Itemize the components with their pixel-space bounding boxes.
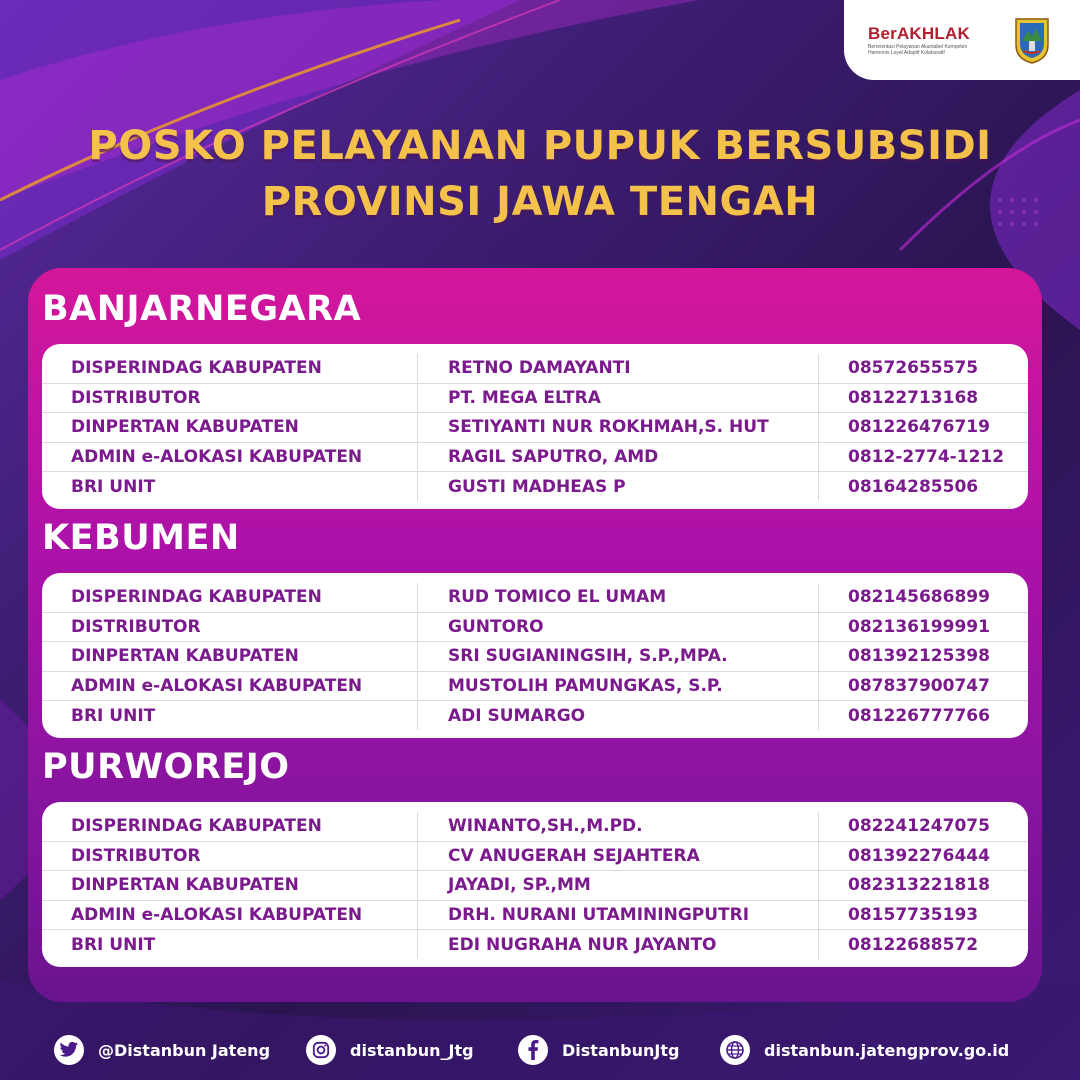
name-cell: SRI SUGIANINGSIH, S.P.,MPA. (418, 642, 819, 671)
website-url: distanbun.jatengprov.go.id (764, 1040, 1010, 1060)
phone-cell: 081226476719 (848, 417, 990, 438)
footer-facebook[interactable] (518, 1032, 679, 1068)
section-kebumen (42, 515, 1028, 738)
role-cell: DISTRIBUTOR (42, 384, 418, 413)
page-title (0, 118, 1080, 230)
berakhlak-logo-text: BerAKHLAK (868, 24, 970, 43)
table-row (42, 472, 1028, 501)
name-cell: SETIYANTI NUR ROKHMAH,S. HUT (418, 413, 819, 442)
name-cell: MUSTOLIH PAMUNGKAS, S.P. (418, 672, 819, 701)
name-cell: RUD TOMICO EL UMAM (418, 583, 819, 612)
table-row (42, 413, 1028, 443)
contact-table (42, 802, 1028, 967)
social-footer (0, 1032, 1080, 1068)
name-cell: PT. MEGA ELTRA (418, 384, 819, 413)
role-cell: ADMIN e-ALOKASI KABUPATEN (42, 901, 418, 930)
name-cell: ADI SUMARGO (418, 701, 819, 730)
role-cell: BRI UNIT (42, 701, 418, 730)
section-purworejo (42, 744, 1028, 967)
title-line-1: POSKO PELAYANAN PUPUK BERSUBSIDI (88, 123, 992, 169)
region-title: BANJARNEGARA (42, 289, 362, 329)
province-crest-icon (1012, 15, 1052, 65)
table-row (42, 672, 1028, 702)
role-cell: ADMIN e-ALOKASI KABUPATEN (42, 672, 418, 701)
table-row (42, 871, 1028, 901)
phone-cell: 08157735193 (848, 905, 979, 926)
name-cell: CV ANUGERAH SEJAHTERA (418, 842, 819, 871)
name-cell: RAGIL SAPUTRO, AMD (418, 443, 819, 472)
role-cell: ADMIN e-ALOKASI KABUPATEN (42, 443, 418, 472)
name-cell: EDI NUGRAHA NUR JAYANTO (418, 930, 819, 959)
title-line-2: PROVINSI JAWA TENGAH (261, 179, 819, 225)
role-cell: DINPERTAN KABUPATEN (42, 413, 418, 442)
facebook-handle: DistanbunJtg (562, 1040, 680, 1060)
table-row (42, 901, 1028, 931)
table-row (42, 701, 1028, 730)
twitter-handle: @Distanbun Jateng (98, 1040, 271, 1060)
role-cell: DISPERINDAG KABUPATEN (42, 583, 418, 612)
table-row (42, 642, 1028, 672)
role-cell: DINPERTAN KABUPATEN (42, 642, 418, 671)
phone-cell: 08164285506 (848, 476, 979, 497)
role-cell: DISPERINDAG KABUPATEN (42, 354, 418, 383)
role-cell: DISPERINDAG KABUPATEN (42, 812, 418, 841)
table-row (42, 354, 1028, 384)
section-banjarnegara (42, 286, 1028, 509)
twitter-icon (54, 1035, 84, 1065)
role-cell: BRI UNIT (42, 930, 418, 959)
table-row (42, 583, 1028, 613)
name-cell: JAYADI, SP.,MM (418, 871, 819, 900)
region-title: KEBUMEN (42, 518, 240, 558)
instagram-handle: distanbun_Jtg (350, 1040, 474, 1060)
footer-twitter[interactable] (54, 1032, 270, 1068)
role-cell: BRI UNIT (42, 472, 418, 501)
phone-cell: 087837900747 (848, 676, 990, 697)
name-cell: DRH. NURANI UTAMININGPUTRI (418, 901, 819, 930)
phone-cell: 0812-2774-1212 (848, 447, 1005, 468)
name-cell: GUSTI MADHEAS P (418, 472, 819, 501)
instagram-icon (306, 1035, 336, 1065)
top-badge (844, 0, 1080, 80)
phone-cell: 082241247075 (848, 816, 990, 837)
facebook-icon (518, 1035, 548, 1065)
role-cell: DINPERTAN KABUPATEN (42, 871, 418, 900)
phone-cell: 082136199991 (848, 616, 990, 637)
contact-table (42, 573, 1028, 738)
footer-instagram[interactable] (306, 1032, 474, 1068)
phone-cell: 08572655575 (848, 358, 979, 379)
table-row (42, 812, 1028, 842)
phone-cell: 08122713168 (848, 387, 979, 408)
table-row (42, 842, 1028, 872)
phone-cell: 081226777766 (848, 705, 990, 726)
region-title: PURWOREJO (42, 747, 290, 787)
table-row (42, 930, 1028, 959)
footer-website[interactable] (720, 1032, 1009, 1068)
phone-cell: 081392125398 (848, 646, 990, 667)
name-cell: RETNO DAMAYANTI (418, 354, 819, 383)
name-cell: GUNTORO (418, 613, 819, 642)
berakhlak-logo (868, 24, 988, 56)
berakhlak-tagline: Berorientasi Pelayanan Akuntabel Kompeten Harmonis Loyal Adaptif Kolaboratif (868, 44, 968, 56)
role-cell: DISTRIBUTOR (42, 842, 418, 871)
phone-cell: 081392276444 (848, 845, 990, 866)
phone-cell: 08122688572 (848, 934, 979, 955)
table-row (42, 443, 1028, 473)
table-row (42, 613, 1028, 643)
name-cell: WINANTO,SH.,M.PD. (418, 812, 819, 841)
phone-cell: 082145686899 (848, 587, 990, 608)
contact-table (42, 344, 1028, 509)
role-cell: DISTRIBUTOR (42, 613, 418, 642)
phone-cell: 082313221818 (848, 875, 990, 896)
globe-icon (720, 1035, 750, 1065)
table-row (42, 384, 1028, 414)
